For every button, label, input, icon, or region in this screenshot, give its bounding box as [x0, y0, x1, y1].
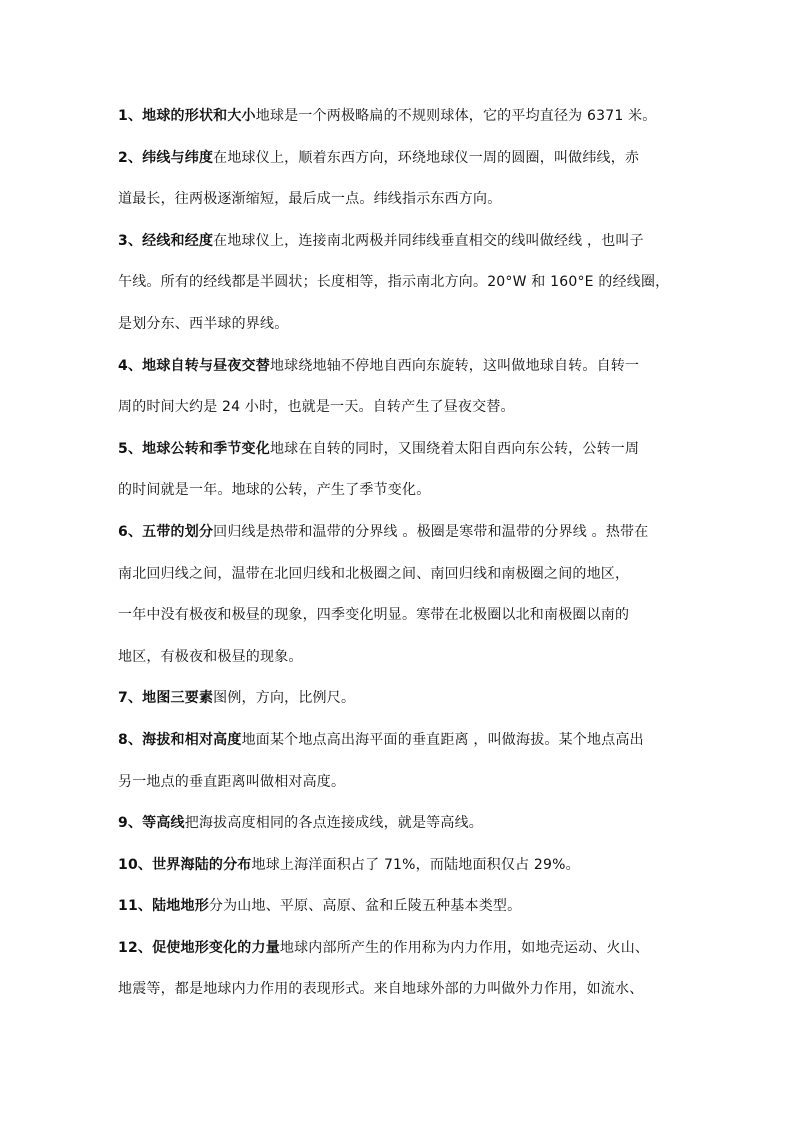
item-first-line [118, 146, 688, 188]
item-term: 地球自转与昼夜交替 [142, 357, 270, 374]
item-continuation-line [118, 603, 688, 645]
item-text: 图例，方向，比例尺。 [213, 690, 356, 707]
item-text: 周的时间大约是 24 小时，也就是一天。自转产生了昼夜交替。 [118, 399, 515, 416]
item-first-line [118, 520, 688, 562]
item-text: 的时间就是一年。地球的公转，产生了季节变化。 [118, 482, 431, 499]
item-text: 道最长，往两极逐渐缩短，最后成一点。纬线指示东西方向。 [118, 191, 502, 208]
item-continuation-line [118, 562, 688, 604]
item-number: 11、 [118, 898, 153, 915]
item-heading [118, 732, 242, 748]
item-first-line [118, 437, 688, 479]
item-number: 10、 [118, 856, 153, 873]
item-term: 陆地地形 [152, 898, 209, 915]
item-first-line [118, 686, 688, 728]
item-text: 地球是一个两极略扁的不规则球体，它的平均直径为 6371 米。 [255, 108, 657, 124]
item-continuation-line [118, 770, 688, 812]
item-text: 地震等，都是地球内力作用的表现形式。来自地球外部的力叫做外力作用，如流水、 [118, 981, 644, 998]
item-text: 在地球仪上，连接南北两极并同纬线垂直相交的线叫做经线 ，也叫子 [213, 232, 644, 249]
item-heading [118, 898, 209, 914]
item-text: 另一地点的垂直距离叫做相对高度。 [118, 773, 346, 790]
item-number: 12、 [118, 939, 153, 956]
item-text: 地球上海洋面积占了 71%，而陆地面积仅占 29%。 [251, 856, 580, 873]
item-number: 9、 [118, 815, 143, 832]
item-text: 地区，有极夜和极昼的现象。 [118, 648, 303, 665]
item-continuation-line [118, 645, 688, 687]
item-continuation-line [118, 187, 688, 229]
item-heading [118, 857, 252, 873]
item-number: 3、 [118, 232, 143, 249]
item-continuation-line [118, 977, 688, 1019]
item-text: 回归线是热带和温带的分界线 。极圈是寒带和温带的分界线 。热带在 [213, 523, 649, 540]
item-term: 地球的形状和大小 [142, 108, 256, 124]
item-heading [118, 108, 256, 124]
item-term: 经线和经度 [142, 232, 214, 249]
item-term: 海拔和相对高度 [142, 731, 242, 748]
item-text: 在地球仪上，顺着东西方向，环绕地球仪一周的圆圈，叫做纬线，赤 [213, 149, 640, 166]
item-text: 地面某个地点高出海平面的垂直距离 ，叫做海拔。某个地点高出 [241, 731, 644, 748]
item-heading [118, 233, 213, 249]
item-heading [118, 690, 213, 706]
item-continuation-line [118, 478, 688, 520]
item-text: 分为山地、平原、高原、盆和丘陵五种基本类型。 [208, 898, 522, 915]
item-continuation-line [118, 312, 688, 354]
item-first-line [118, 104, 688, 146]
item-number: 7、 [118, 690, 143, 707]
item-term: 纬线与纬度 [142, 149, 214, 166]
item-text: 地球在自转的同时，又围绕着太阳自西向东公转，公转一周 [269, 440, 640, 457]
item-heading [118, 150, 213, 166]
item-text: 一年中没有极夜和极昼的现象，四季变化明显。寒带在北极圈以北和南极圈以南的 [118, 607, 630, 624]
item-text: 地球绕地轴不停地自西向东旋转，这叫做地球自转。自转一 [269, 357, 640, 374]
item-text: 南北回归线之间，温带在北回归线和北极圈之间、南回归线和南极圈之间的地区， [118, 565, 630, 582]
item-text: 把海拔高度相同的各点连接成线，就是等高线。 [184, 815, 483, 832]
item-heading [118, 815, 185, 831]
item-heading [118, 524, 213, 540]
item-first-line [118, 936, 688, 978]
item-term: 世界海陆的分布 [152, 856, 252, 873]
item-term: 等高线 [142, 815, 185, 832]
item-first-line [118, 811, 688, 853]
item-term: 五带的划分 [142, 523, 214, 540]
item-number: 6、 [118, 523, 143, 540]
item-number: 5、 [118, 440, 143, 457]
item-heading [118, 358, 270, 374]
item-first-line [118, 354, 688, 396]
item-heading [118, 940, 280, 956]
item-continuation-line [118, 270, 688, 312]
item-text: 午线。所有的经线都是半圆状；长度相等，指示南北方向。20°W 和 160°E 的经线圈， [118, 274, 670, 291]
item-heading [118, 441, 270, 457]
item-continuation-line [118, 395, 688, 437]
item-text: 是划分东、西半球的界线。 [118, 315, 289, 332]
item-number: 8、 [118, 731, 143, 748]
item-first-line [118, 853, 688, 895]
item-first-line [118, 229, 688, 271]
item-number: 4、 [118, 357, 143, 374]
item-number: 2、 [118, 149, 143, 166]
item-term: 促使地形变化的力量 [152, 939, 280, 956]
item-text: 地球内部所产生的作用称为内力作用，如地壳运动、火山、 [279, 939, 650, 956]
item-term: 地图三要素 [142, 690, 214, 707]
item-first-line [118, 894, 688, 936]
item-term: 地球公转和季节变化 [142, 440, 270, 457]
document-body [118, 104, 688, 1019]
item-number: 1、 [118, 108, 143, 124]
item-first-line [118, 728, 688, 770]
